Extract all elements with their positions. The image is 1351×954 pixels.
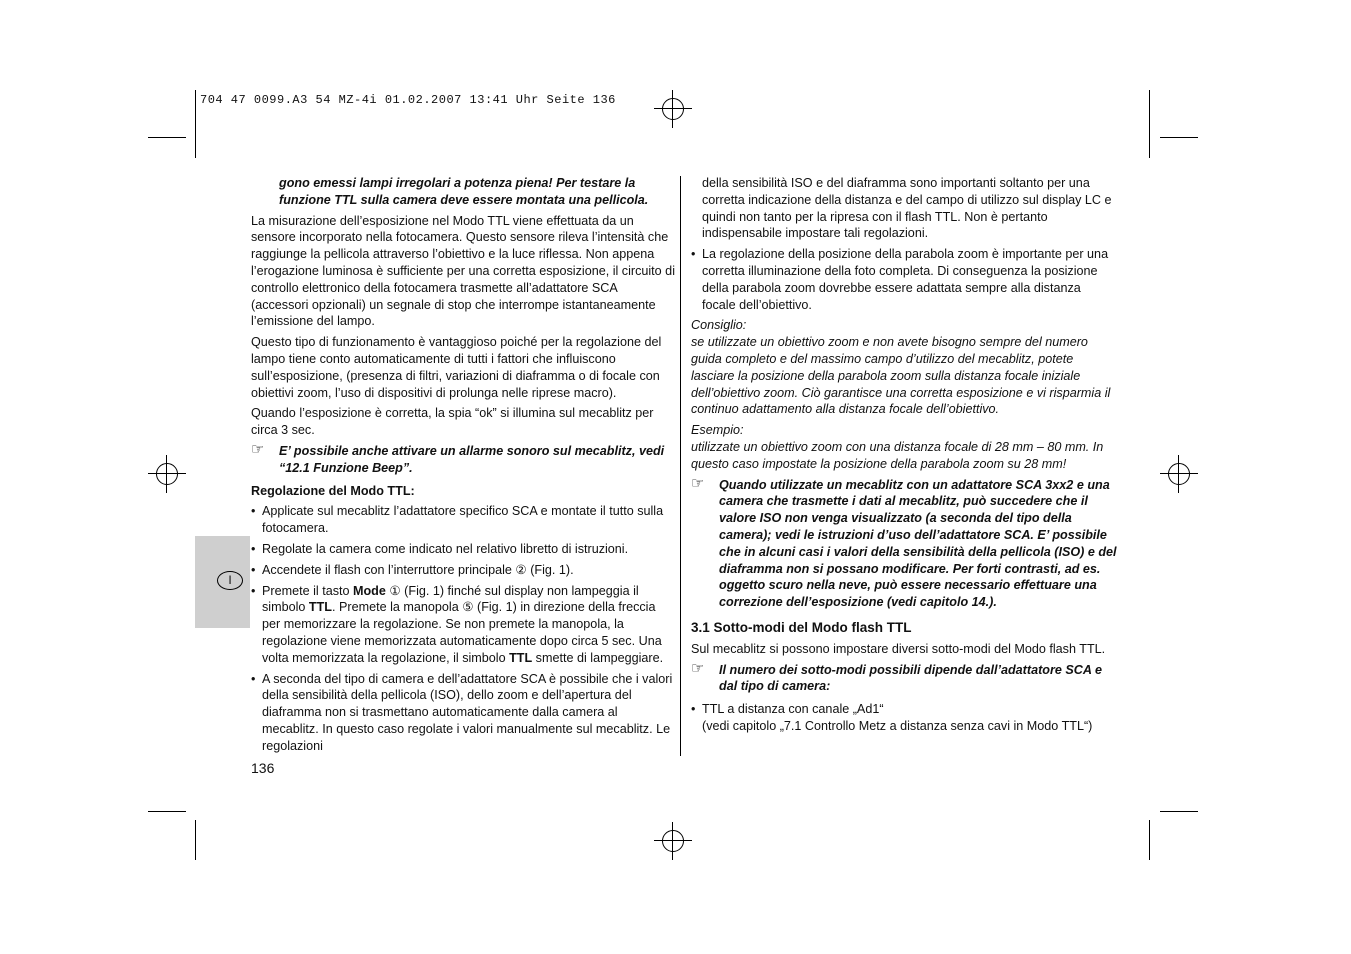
- bullet-icon: •: [691, 247, 696, 262]
- list-item-text: Accendete il flash con l’interruttore principale ② (Fig. 1).: [262, 562, 574, 577]
- section-title: 3.1 Sotto-modi del Modo flash TTL: [691, 619, 912, 635]
- column-divider: [680, 176, 681, 756]
- list-item-text: A seconda del tipo di camera e dell’adattatore SCA è possibile che i valori della sensibilità della pellicola (ISO), dello zoom e dell’apertura del diaframma non si trasmettano automaticamente dalla camera al mecablitz. In questo caso regolate i valori manualmente sul mecablitz. Le regolazioni: [262, 671, 673, 753]
- list-item-continued: [691, 175, 1117, 242]
- list-item-text: TTL a distanza con canale „Ad1“: [702, 702, 884, 717]
- bullet-icon: •: [251, 671, 256, 686]
- paragraph-ttl-measurement: La misurazione dell’esposizione nel Modo TTL viene effettuata da un sensore incorporato nella fotocamera. Questo sensore rileva l’intensità che raggiunge la pellicola attraverso l’obiettivo e la luce riflessa. Non appena l’erogazione luminosa è sufficiente per una corretta esposizione, il circuito di controllo elettronico della fotocamera trasmette all’adattatore SCA (accessori opzionali) un segnale di stop che interrompe istantaneamente l’emissione del lampo.: [251, 213, 675, 329]
- list-item-text: della sensibilità ISO e del diaframma sono importanti soltanto per una corretta indicazione della distanza e del campo di utilizzo sul display LC e quindi non tanto per la ripresa con il flash TTL. Non è pertanto indispensabile impostare tali regolazioni.: [702, 176, 1112, 241]
- tip-text: se utilizzate un obiettivo zoom e non avete bisogno sempre del numero guida completo e del massimo campo d’utilizzo del mecablitz, potete lasciare la posizione della parabola zoom sulla distanza focale iniziale dell’obiettivo zoom. Ciò garantisce una corretta esposizione e vi risparmia il continuo adattamento alla distanza focale dell’obiettivo.: [691, 335, 1111, 417]
- note-sca-iso: [691, 474, 1117, 611]
- registration-mark-bottom: [654, 822, 692, 860]
- list-item: [251, 583, 675, 667]
- section-intro: Sul mecablitz si possono impostare diversi sotto-modi del Modo flash TTL.: [691, 641, 1106, 656]
- note-submodes: [691, 659, 1117, 696]
- list-item: [251, 671, 675, 755]
- bullet-icon: •: [691, 702, 696, 717]
- registration-mark-right: [1160, 455, 1198, 493]
- ttl-settings-heading: Regolazione del Modo TTL:: [251, 483, 415, 498]
- list-item-subtext: (vedi capitolo „7.1 Controllo Metz a distanza senza cavi in Modo TTL“): [702, 718, 1093, 733]
- list-item: [691, 701, 1117, 735]
- example-text: utilizzate un obiettivo zoom con una distanza focale di 28 mm – 80 mm. In questo caso impostate la posizione della parabola zoom su 28 mm!: [691, 439, 1104, 471]
- list-item-text: Applicate sul mecablitz l’adattatore specifico SCA e montate il tutto sulla fotocamera.: [262, 504, 664, 536]
- pointing-hand-icon: ☞: [691, 474, 705, 492]
- list-item: [251, 541, 675, 558]
- note-beep-text: E’ possibile anche attivare un allarme sonoro sul mecablitz, vedi “12.1 Funzione Beep”.: [279, 443, 665, 475]
- paragraph-ttl-advantage: Questo tipo di funzionamento è vantaggioso poiché per la regolazione del lampo tiene conto automaticamente di tutti i fattori che influiscono sull’esposizione, (presenza di filtri, variazioni di diaframma o di focale con obiettivi zoom, l’uso di dispositivi di prolunga nelle riprese macro).: [251, 335, 662, 400]
- note-beep: [251, 440, 675, 477]
- paragraph-ok-indicator: Quando l’esposizione è corretta, la spia “ok” si illumina sul mecablitz per circa 3 sec.: [251, 406, 654, 438]
- list-item: [691, 246, 1117, 313]
- list-item: [251, 562, 675, 579]
- tip-label: Consiglio:: [691, 318, 747, 333]
- bullet-icon: •: [251, 541, 256, 556]
- example-label: Esempio:: [691, 423, 744, 438]
- list-item-text: Regolate la camera come indicato nel relativo libretto di istruzioni.: [262, 541, 629, 556]
- intro-warning: gono emessi lampi irregolari a potenza piena! Per testare la funzione TTL sulla camera deve essere montata una pellicola.: [279, 176, 649, 207]
- note-submodes-text: Il numero dei sotto-modi possibili dipende dall’adattatore SCA e dal tipo di camera:: [719, 662, 1102, 694]
- list-item: [251, 503, 675, 537]
- list-item-text: Premete il tasto Mode ① (Fig. 1) finché sul display non lampeggia il simbolo TTL. Premete la manopola ⑤ (Fig. 1) in direzione della freccia per memorizzare la regolazione. Se non premete la manopola, la regolazione viene memorizzata automaticamente dopo circa 5 sec. Una volta memorizzata la regolazione, il simbolo TTL smette di lampeggiare.: [262, 583, 664, 665]
- list-item-text: La regolazione della posizione della parabola zoom è importante per una corretta illuminazione della foto completa. Di conseguenza la posizione della parabola zoom dovrebbe essere adattata sempre alla distanza focale dell’obiettivo.: [702, 247, 1109, 312]
- note-sca-iso-text: Quando utilizzate un mecablitz con un adattatore SCA 3xx2 e una camera che trasmette i dati al mecablitz, può succedere che il valore ISO non venga visualizzato (a seconda del tipo della camera); vedi le istruzioni d’uso dell’adattatore SCA. E’ possibile che in alcuni casi i valori della sensibilità della pellicola (ISO) e del diaframma non si possano modificare. Per forti contrasti, ad es. oggetto scuro nella neve, può essere necessario effettuare una correzione dell’esposizione (vedi capitolo 14.).: [719, 477, 1117, 610]
- print-header: 704 47 0099.A3 54 MZ-4i 01.02.2007 13:41 Uhr Seite 136: [200, 93, 616, 107]
- right-column: [691, 175, 1117, 739]
- bullet-icon: •: [251, 583, 256, 598]
- page-number: 136: [251, 760, 275, 776]
- pointing-hand-icon: ☞: [251, 440, 265, 458]
- registration-mark-left: [148, 455, 186, 493]
- bullet-icon: •: [251, 562, 256, 577]
- registration-mark-top: [654, 90, 692, 128]
- left-column: [251, 175, 675, 759]
- pointing-hand-icon: ☞: [691, 659, 705, 677]
- bullet-icon: •: [251, 504, 256, 519]
- language-tab-label: I: [217, 571, 243, 590]
